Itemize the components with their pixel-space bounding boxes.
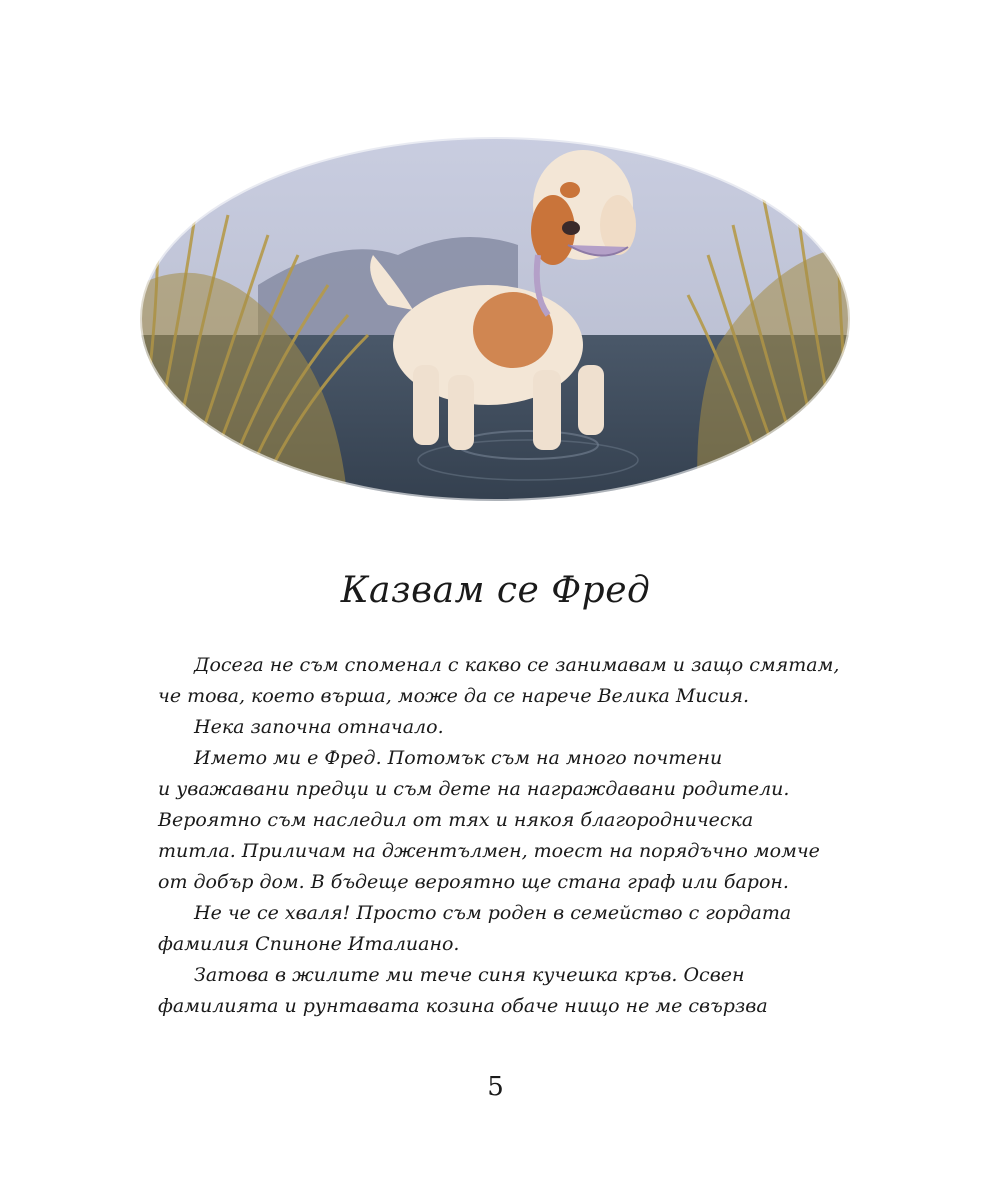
page-number: 5 bbox=[487, 1072, 504, 1102]
text-line: титла. Приличам на джентълмен, тоест на порядъчно момче bbox=[158, 840, 820, 862]
text-line: че това, което върша, може да се нарече Велика Мисия. bbox=[158, 685, 750, 707]
text-line: и уважавани предци и съм дете на награждавани родители. bbox=[158, 778, 790, 800]
text-line: Досега не съм споменал с какво се занимавам и защо смятам, bbox=[194, 654, 840, 676]
dog-illustration bbox=[138, 135, 853, 503]
text-line: от добър дом. В бъдеще вероятно ще стана граф или барон. bbox=[158, 871, 789, 893]
text-line: Нека започна отначало. bbox=[194, 716, 444, 738]
text-line: Не че се хваля! Просто съм роден в семейство с гордата bbox=[194, 902, 792, 924]
text-line: Затова в жилите ми тече синя кучешка кръв. Освен bbox=[194, 964, 745, 986]
text-line: Вероятно съм наследил от тях и някоя благородническа bbox=[158, 809, 754, 831]
body-text bbox=[158, 650, 848, 1022]
text-line: Името ми е Фред. Потомък съм на много почтени bbox=[194, 747, 723, 769]
text-line: фамилия Спиноне Италиано. bbox=[158, 933, 460, 955]
chapter-title: Казвам се Фред bbox=[340, 570, 651, 611]
text-line: фамилията и рунтавата козина обаче нищо не ме свързва bbox=[158, 995, 768, 1017]
